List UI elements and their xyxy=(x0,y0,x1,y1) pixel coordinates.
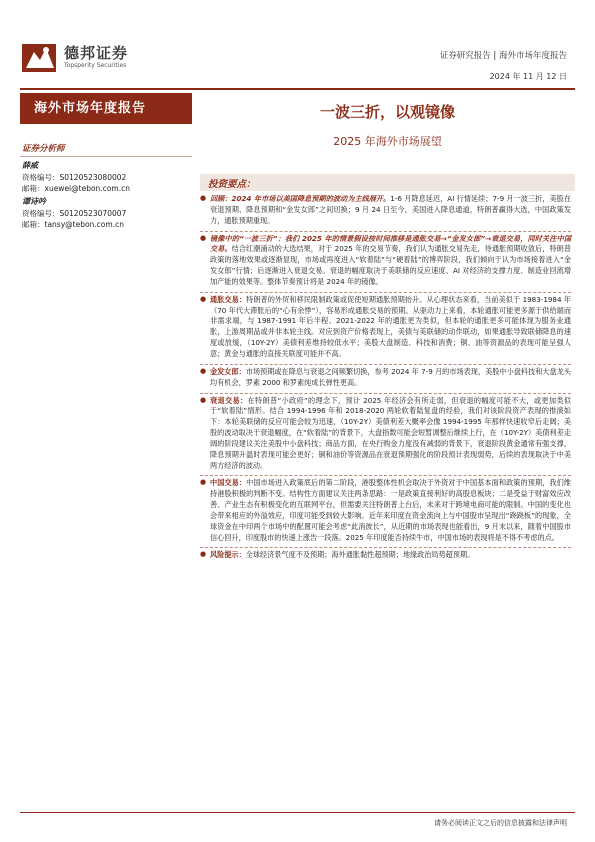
bullet-icon: ● xyxy=(200,550,207,559)
report-category-banner: 海外市场年度报告 xyxy=(20,93,192,124)
analyst-cert: 资格编号：S0120523080002 xyxy=(22,172,127,182)
point-recession-trade xyxy=(200,394,571,477)
analyst-card xyxy=(22,160,192,195)
report-date: 2024 年 11 月 12 日 xyxy=(489,72,567,81)
point-inflation-trade xyxy=(200,293,571,365)
point-review xyxy=(200,192,571,232)
brand-name-en: Topsperity Securities xyxy=(64,62,127,69)
analyst-name: 薛威 xyxy=(22,160,38,170)
point-body: 特朗普的外贸和移民限制政策或促使短期通胀预期抬升。从心理状态来看，当前美似于 1983-1984 年（70 年代大滞胀后的“心有余悸”），容易形成通胀交易的预期。从驱动力上来看，本轮通胀可能更多源于供给端而非需求端，与 1987-1991 年后半程、2021-2022 年的通胀更为类似，但本轮的通胀更多可能体现为服务业通胀，上游周期品或并非本轮主线。对应到资产价格表现上，美债与美联储的动作联动，如果通胀导致联储降息的速度或放缓，（10Y-2Y）美债利差维持较低水平；美股大盘制造、科技和消费；铜、油等资源品的表现可能呈强人意；黄金与通胀的直接关联度可能并不高。 xyxy=(210,294,571,358)
point-body: 全球经济景气度不及预期；海外通胀黏性超预期；地缘政治局势超预期。 xyxy=(245,550,475,560)
logo-mark-icon xyxy=(20,40,58,74)
bullet-icon: ● xyxy=(200,395,207,404)
summary-heading: 投资要点： xyxy=(208,179,256,190)
point-lead: 风险提示： xyxy=(210,550,246,560)
analyst-heading: 证券分析师 xyxy=(22,144,65,154)
point-goldilocks xyxy=(200,365,571,394)
page-subtitle: 2025 年海外市场展望 xyxy=(333,135,442,148)
analyst-email[interactable]: 邮箱：tansy@tebon.com.cn xyxy=(22,220,124,229)
point-lead: 衰退交易： xyxy=(210,395,248,405)
point-lead: 通胀交易： xyxy=(210,294,247,304)
point-china-trade xyxy=(200,476,571,548)
point-lead: 金发女郎： xyxy=(210,366,246,376)
company-logo xyxy=(20,34,170,78)
point-body: 1-6 月降息延迟，AI 行情延续；7-9 月一波三折，美股在衰退预期、降息预期和“金发女郎”之间切换；9 月 24 日至今，美国进入降息通道，特朗普赢得大选，中国政策发力，通胀预期重现。 xyxy=(210,194,571,225)
point-mirror xyxy=(200,232,571,293)
point-body: 结合红潮涌动的大选结果，对于 2025 年的交易节奏，我们认为通胀交易先走，待通胀预期收敛后，特朗普政策的落地效果或逐渐显现，市场或再度进入“软着陆”与“硬着陆”的博弈阶段，我们倾向于认为市场接着进入“金发女郎”行情；后逐渐进入衰退交易。衰退的幅度取决于美联储的反应速度、AI 对经济的支撑力度、制造业回流增加产能的效果等。整体节奏预计将是 2024 年的镜像。 xyxy=(210,244,571,286)
point-body: 在特朗普“小政府”的理念下，预计 2025 年经济会有所走弱，但衰退的幅度可能不大，或更加类似于“软着陆”情形。结合 1994-1996 年和 2018-2020 两轮软着陆复盘的经验，我们对该阶段资产表现的推演如下：本轮美联储的反应可能会较为迅速，（10Y-2Y）美债利差大概率会像 1994-1995 年那样快速收窄后走阔；美股的波动取决于衰退幅度，在“软着陆”的背景下，大盘指数可能会短暂调整后继续上行，在（10Y-2Y）美债利差走阔的阶段建议关注美股中小盘科技；商品方面，在央行购金力度没有减弱的背景下，衰退阶段黄金通常有强支撑，降息预期升温时表现可能会更好；铜和油价等资源品在衰退预期强化的阶段预计表现弱势，后续的表现取决于中美两方经济的波动。 xyxy=(210,395,571,470)
bullet-icon: ● xyxy=(200,233,207,242)
footer-disclaimer: 请务必阅读正文之后的信息披露和法律声明 xyxy=(434,819,567,827)
point-lead: 镜像中的“一波三折”：我们 2025 年的情景假设按时间推移是通胀交易→“金发女郎”→衰退交易，同时关注中国交易。 xyxy=(210,233,571,254)
point-body: 中国市场进入政策底后的第二阶段，港股整体性机会取决于外资对于中国基本面和政策的预期，我们维持港股积极的判断不变。结构性方面建议关注两条思路：一是政策直接利好的高股息板块；二是受益于财富效应改善、产业生态有积极变化的互联网平台，但需要关注特朗普上台后，未来对于跨境电商可能的限制。中国的变化也会带来相应的外溢效应，印度可能受到较大影响。近年来印度在资金流向上与中国股市呈现出“跷跷板”的现象，全球资金在中印两个市场中的配置可能会考虑“此消彼长”，从近期的市场表现也能看出，9 月末以来，随着中国股市信心回升，印度股市的快速上涨告一段落。2025 年印度能否持续牛市，中国市场的表现将是不得不考虑的点。 xyxy=(210,478,571,542)
analyst-name: 谭诗吟 xyxy=(22,196,46,206)
footer-divider xyxy=(20,812,575,813)
analyst-email[interactable]: 邮箱：xuewei@tebon.com.cn xyxy=(22,184,130,193)
point-risk xyxy=(200,548,571,565)
report-type: 证券研究报告 | 海外市场年度报告 xyxy=(439,51,567,61)
bullet-icon: ● xyxy=(200,294,207,303)
header-divider xyxy=(20,88,575,90)
brand-name: 德邦证券 xyxy=(64,44,129,62)
analyst-card xyxy=(22,196,192,231)
point-lead: 回顾：2024 年市场以美国降息预期的波动为主线展开。 xyxy=(210,194,391,203)
bullet-icon: ● xyxy=(200,478,207,487)
bullet-icon: ● xyxy=(200,194,207,202)
analyst-divider xyxy=(20,156,192,157)
point-lead: 中国交易： xyxy=(210,478,247,488)
summary-heading-bar xyxy=(200,174,575,191)
bullet-icon: ● xyxy=(200,366,207,375)
analyst-cert: 资格编号：S0120523070007 xyxy=(22,208,127,218)
page-title: 一波三折，以观镜像 xyxy=(319,103,455,121)
point-body: 市场预期或在降息与衰退之间频繁切换，参考 2024 年 7-9 月的市场表现，美股中小盘科技和大盘龙头均有机会，罗素 2000 和罗素纯成长弹性更高。 xyxy=(210,366,571,387)
investment-points xyxy=(200,192,571,565)
